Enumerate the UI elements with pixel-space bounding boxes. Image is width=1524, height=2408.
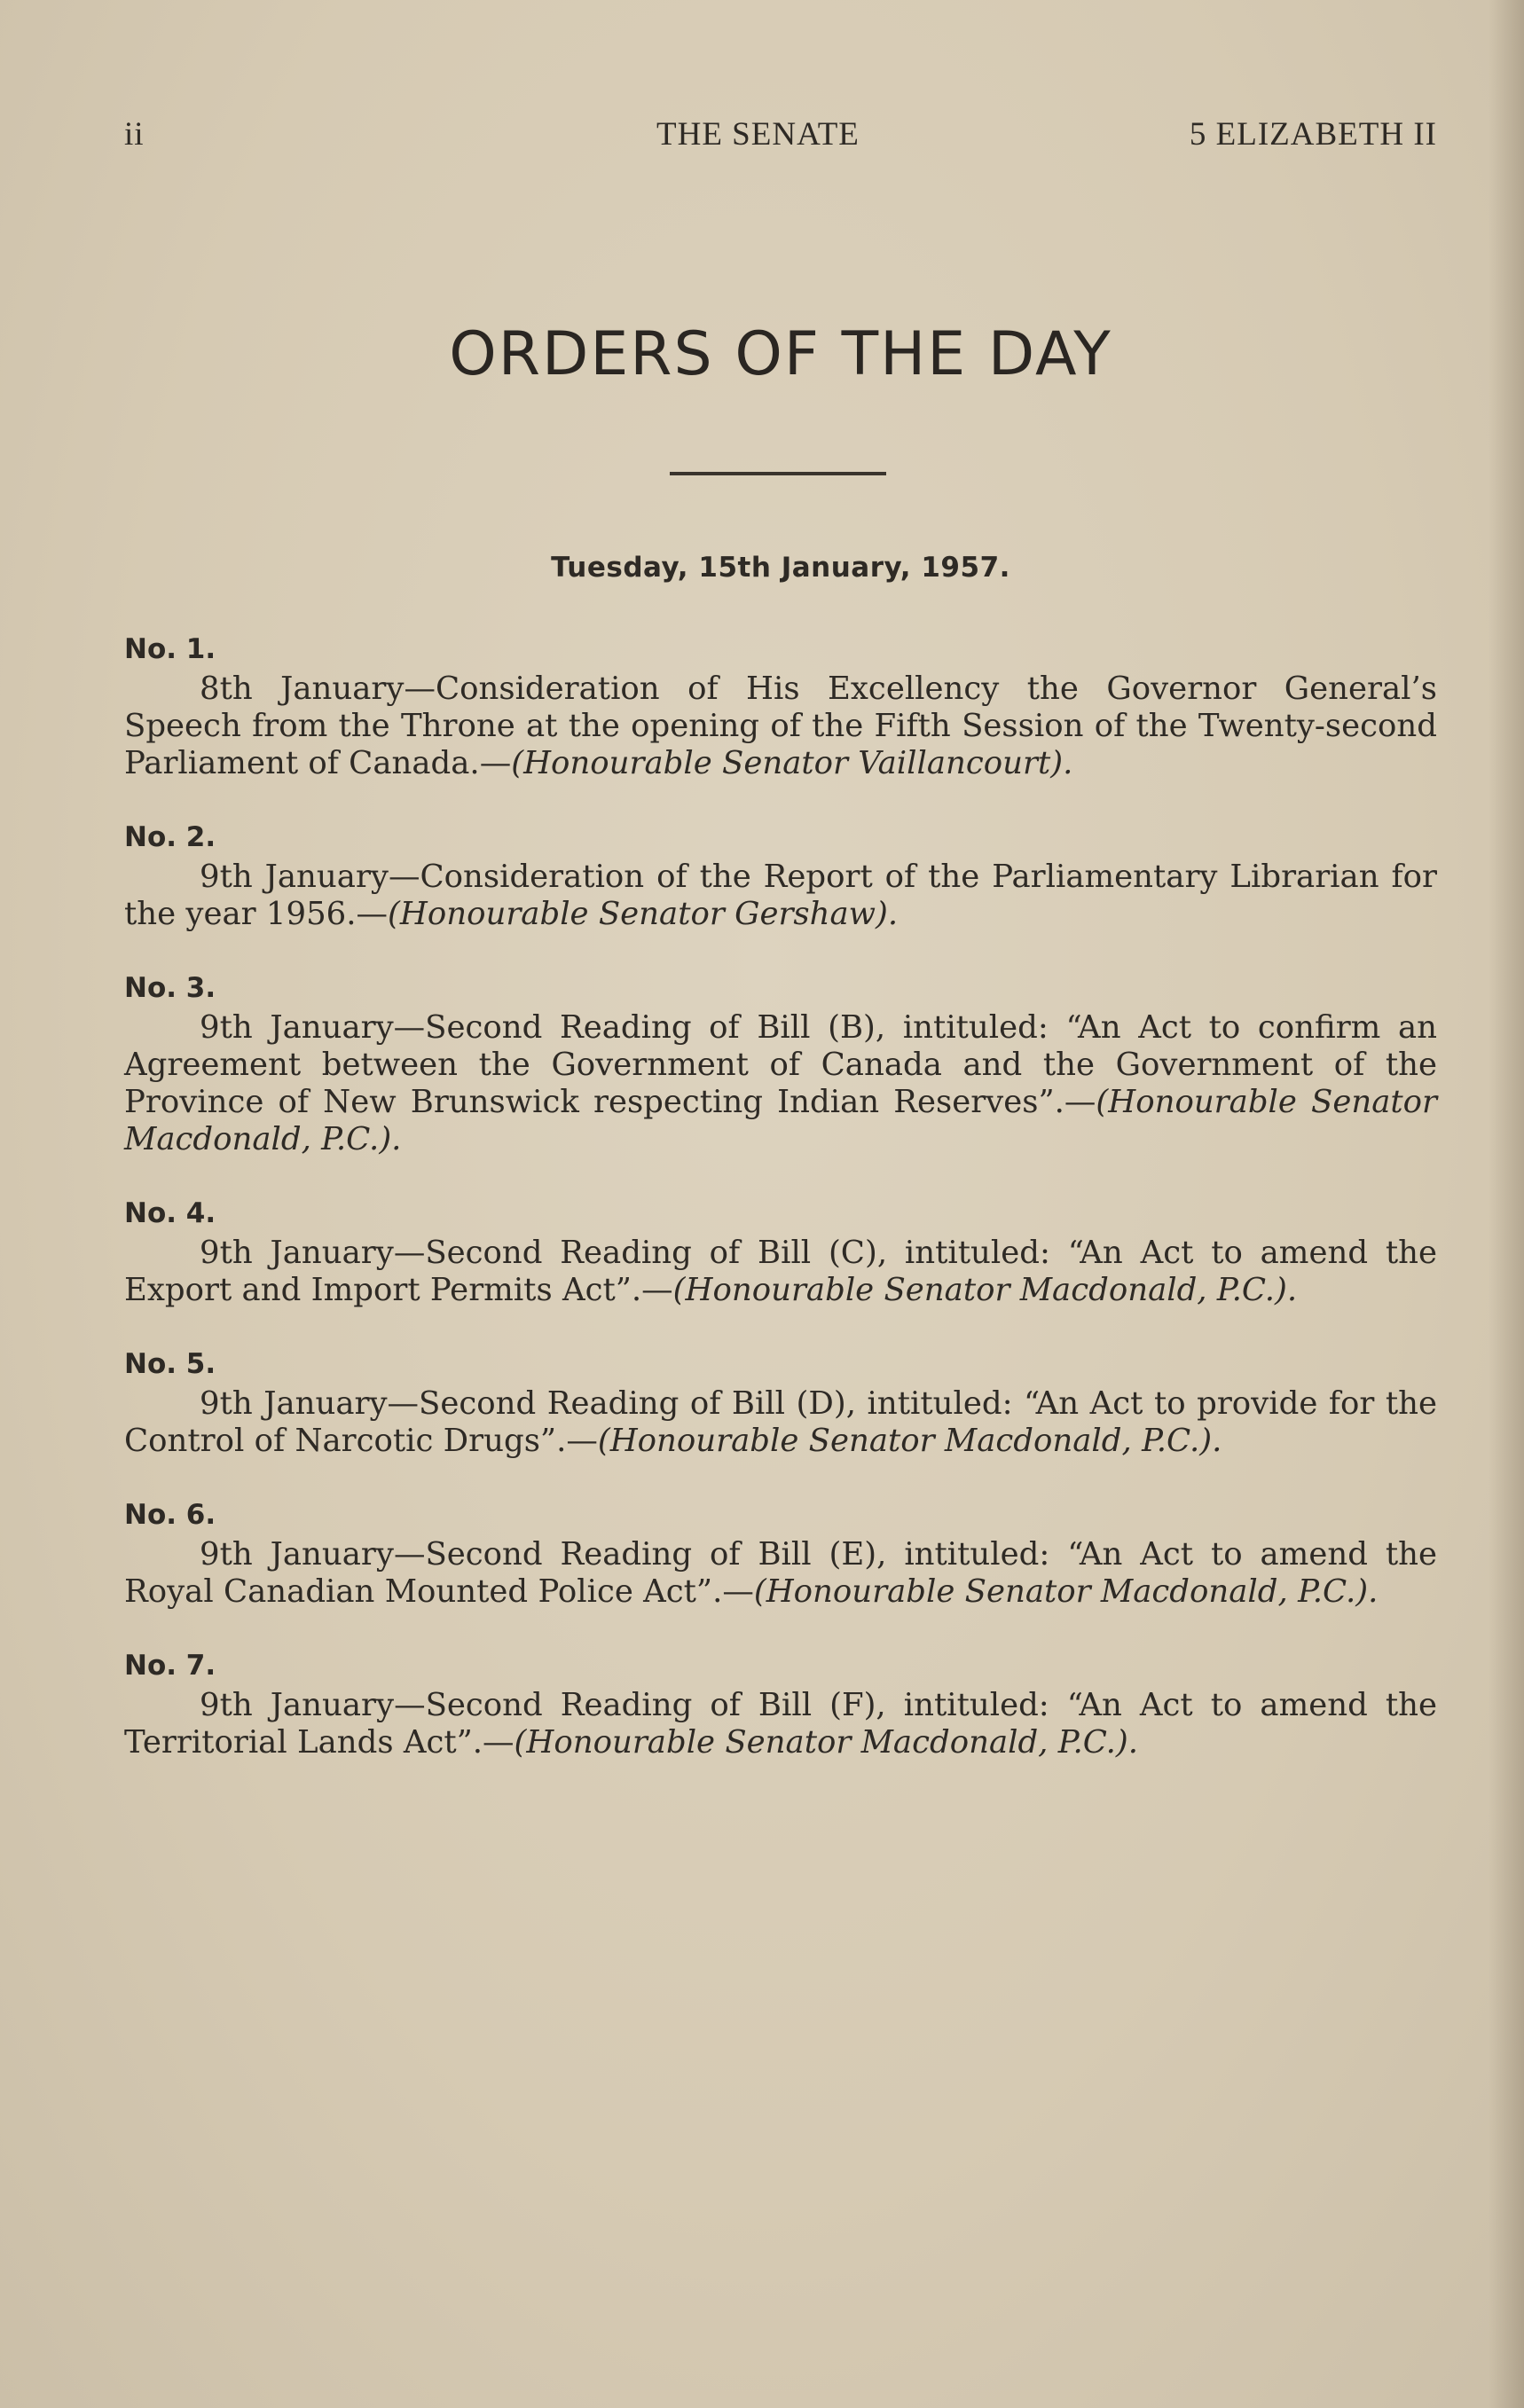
order-item [124,967,1437,1158]
order-sponsor: (Honourable Senator Gershaw). [388,896,899,932]
page-title: ORDERS OF THE DAY [449,319,1112,389]
order-number: No. 7. [124,1650,216,1682]
order-item [124,816,1437,933]
order-number: No. 2. [124,821,216,853]
order-sponsor: (Honourable Senator Macdonald, P.C.). [597,1423,1222,1459]
publication-title: THE SENATE [656,116,860,153]
order-item [124,1192,1437,1309]
order-text [124,671,1437,782]
title-rule [670,472,886,475]
order-item [124,1494,1437,1611]
order-sponsor: (Honourable Senator Macdonald, P.C.). [124,1084,1437,1157]
order-description: 9th January—Consideration of the Report of the Parliamentary Librarian for the year 1956.— [124,859,1437,932]
order-text [124,1687,1437,1761]
sitting-date: Tuesday, 15th January, 1957. [551,552,1010,584]
order-description: 9th January—Second Reading of Bill (F), intituled: “An Act to amend the Territorial Lands Act”.— [124,1687,1437,1761]
order-description: 8th January—Consideration of His Excellency the Governor General’s Speech from the Throne at the opening of the Fifth Session of the Twenty-second Parliament of Canada.— [124,671,1437,781]
order-description: 9th January—Second Reading of Bill (D), intituled: “An Act to provide for the Control of Narcotic Drugs”.— [124,1385,1437,1459]
order-description: 9th January—Second Reading of Bill (B), intituled: “An Act to confirm an Agreement between the Government of Canada and the Government of the Province of New Brunswick respecting Indian Reserves”.— [124,1009,1437,1120]
order-number: No. 5. [124,1348,216,1380]
order-number: No. 6. [124,1499,216,1531]
order-number: No. 3. [124,972,216,1004]
order-description: 9th January—Second Reading of Bill (C), intituled: “An Act to amend the Export and Import Permits Act”.— [124,1235,1437,1308]
order-sponsor: (Honourable Senator Vaillancourt). [511,745,1073,781]
order-sponsor: (Honourable Senator Macdonald, P.C.). [753,1573,1379,1610]
order-number: No. 1. [124,633,216,665]
order-text [124,1009,1437,1158]
page-number: ii [124,116,145,153]
running-head [124,115,1437,160]
order-text [124,859,1437,933]
orders-list [124,628,1437,1795]
order-item [124,1343,1437,1460]
order-item [124,628,1437,782]
order-description: 9th January—Second Reading of Bill (E), intituled: “An Act to amend the Royal Canadian Mounted Police Act”.— [124,1536,1437,1610]
order-text [124,1385,1437,1460]
order-item [124,1644,1437,1761]
order-number: No. 4. [124,1197,216,1229]
order-text [124,1235,1437,1309]
order-sponsor: (Honourable Senator Macdonald, P.C.). [514,1724,1139,1761]
order-sponsor: (Honourable Senator Macdonald, P.C.). [672,1272,1298,1308]
order-text [124,1536,1437,1611]
regnal-year: 5 ELIZABETH II [1189,116,1437,153]
